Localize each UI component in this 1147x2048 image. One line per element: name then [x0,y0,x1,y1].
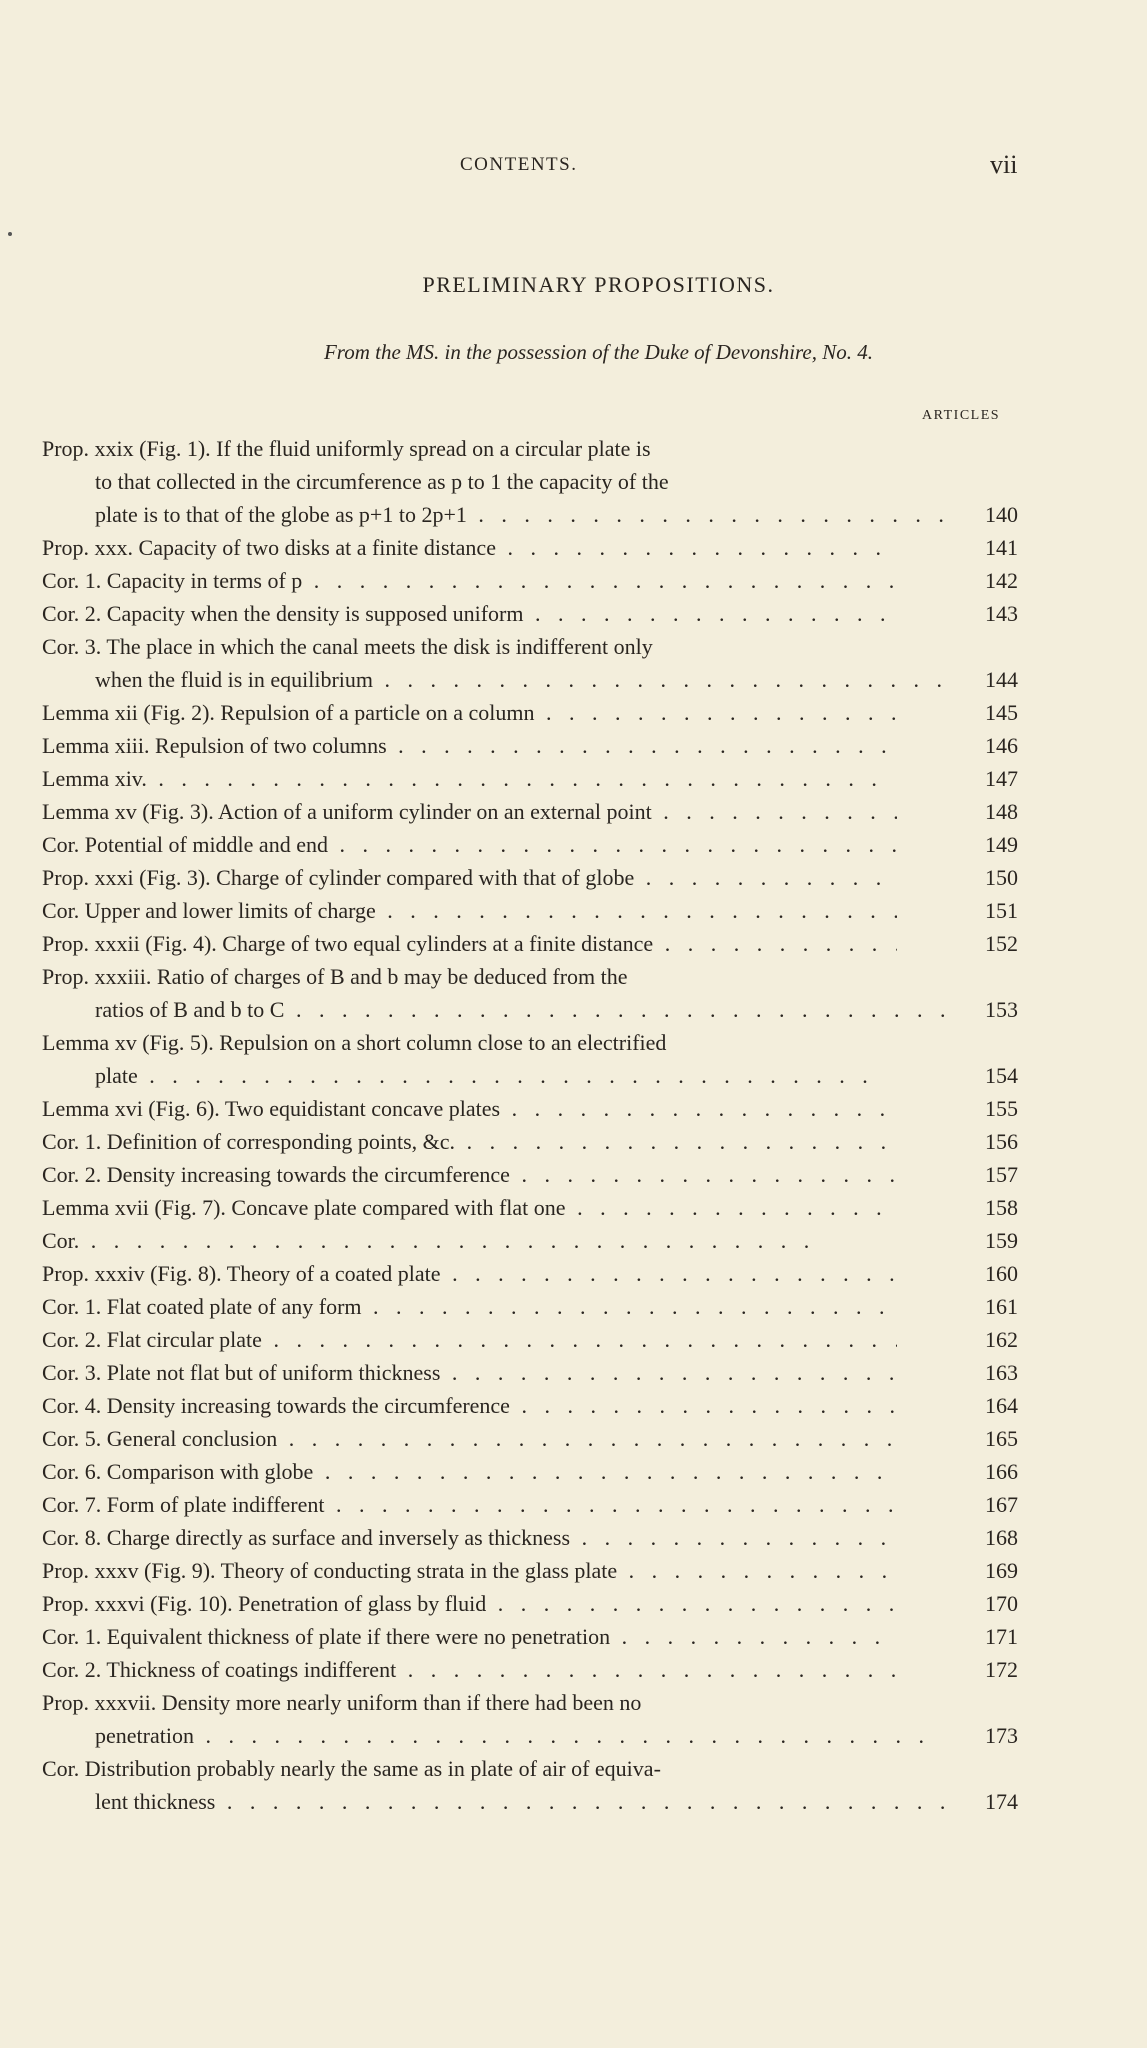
toc-entry [0,1653,1147,1686]
toc-entry [0,597,1147,630]
toc-entry-text: Cor. 8. Charge directly as surface and inversely as thickness . . [42,1521,897,1554]
article-number: 159 [985,1228,1018,1253]
toc-entry-text: Cor. 4. Density increasing towards the circumference . . [42,1389,897,1422]
article-number: 147 [985,766,1018,791]
article-number: 156 [985,1129,1018,1154]
toc-entry-text: Cor. 2. Density increasing towards the circumference . . [42,1158,897,1191]
articles-column-header: ARTICLES [922,408,1001,423]
toc-entry-line [0,927,1147,960]
table-of-contents [0,432,1147,1818]
toc-entry-text: Prop. xxx. Capacity of two disks at a finite distance . . [42,531,897,564]
toc-entry-line [0,1422,1147,1455]
article-number: 166 [985,1459,1018,1484]
toc-entry-line [0,1290,1147,1323]
toc-entry-text: Cor. 3. The place in which the canal meets the disk is indifferent only [42,634,653,659]
article-number: 163 [985,1360,1018,1385]
toc-entry-text: Cor. Upper and lower limits of charge . . [42,894,897,927]
toc-entry [0,1158,1147,1191]
toc-entry-line [0,960,1147,993]
toc-entry-line [0,1587,1147,1620]
toc-entry-line [0,1026,1147,1059]
article-number: 141 [985,535,1018,560]
toc-entry [0,630,1147,696]
article-number: 153 [985,997,1018,1022]
toc-entry-line [0,1257,1147,1290]
article-number: 170 [985,1591,1018,1616]
toc-entry-text: Lemma xiii. Repulsion of two columns . . [42,729,897,762]
toc-entry-text: Lemma xvii (Fig. 7). Concave plate compared with flat one . . [42,1191,897,1224]
toc-entry-text: Cor. 7. Form of plate indifferent . . [42,1488,897,1521]
toc-entry [0,1290,1147,1323]
toc-entry-text: Cor. Distribution probably nearly the same as in plate of air of equiva- [42,1756,661,1781]
toc-entry-line [0,1686,1147,1719]
toc-entry-text: ratios of B and b to C . . [95,993,950,1026]
toc-entry-text: Cor. 6. Comparison with globe . . [42,1455,897,1488]
toc-entry-continuation [0,1059,1147,1092]
toc-entry-continuation [0,1719,1147,1752]
page-number: vii [990,150,1018,179]
toc-entry [0,564,1147,597]
toc-entry [0,927,1147,960]
toc-entry-text: Cor. 2. Flat circular plate . . [42,1323,897,1356]
toc-entry-text: Lemma xvi (Fig. 6). Two equidistant concave plates . . [42,1092,897,1125]
toc-entry-text: Cor. 1. Flat coated plate of any form . . [42,1290,897,1323]
toc-entry-line [0,432,1147,465]
article-number: 160 [985,1261,1018,1286]
toc-entry-line [0,1554,1147,1587]
article-number: 172 [985,1657,1018,1682]
toc-entry [0,1752,1147,1818]
article-number: 161 [985,1294,1018,1319]
toc-entry-line [0,1158,1147,1191]
toc-entry [0,1620,1147,1653]
toc-entry [0,1587,1147,1620]
toc-entry [0,1125,1147,1158]
toc-entry-continuation [0,663,1147,696]
toc-entry-continuation [0,993,1147,1026]
article-number: 145 [985,700,1018,725]
toc-entry-text: Prop. xxix (Fig. 1). If the fluid uniformly spread on a circular plate is [42,436,651,461]
toc-entry-line [0,696,1147,729]
toc-entry-line [0,1356,1147,1389]
toc-entry [0,1455,1147,1488]
article-number: 155 [985,1096,1018,1121]
toc-entry-continuation [0,465,1147,498]
toc-entry [0,531,1147,564]
source-note: From the MS. in the possession of the Duke of Devonshire, No. 4. [323,340,874,364]
toc-entry [0,729,1147,762]
article-number: 140 [985,502,1018,527]
toc-entry [0,1389,1147,1422]
toc-entry [0,960,1147,1026]
toc-entry-line [0,1488,1147,1521]
article-number: 144 [985,667,1018,692]
article-number: 146 [985,733,1018,758]
article-number: 143 [985,601,1018,626]
toc-entry-line [0,1752,1147,1785]
toc-entry-text: when the fluid is in equilibrium . . [95,663,950,696]
toc-entry-text: Cor. 1. Definition of corresponding points, &c. . . [42,1125,897,1158]
toc-entry-text: Prop. xxxvi (Fig. 10). Penetration of glass by fluid . . [42,1587,897,1620]
stray-ink-mark [8,232,12,236]
article-number: 158 [985,1195,1018,1220]
toc-entry [0,795,1147,828]
article-number: 157 [985,1162,1018,1187]
toc-entry-text: Lemma xv (Fig. 5). Repulsion on a short column close to an electrified [42,1030,667,1055]
section-title: PRELIMINARY PROPOSITIONS. [422,272,775,297]
toc-entry-line [0,1092,1147,1125]
toc-entry [0,828,1147,861]
toc-entry-line [0,795,1147,828]
toc-entry-line [0,1323,1147,1356]
running-head [0,150,1147,184]
toc-entry-text: penetration . . [95,1719,950,1752]
article-number: 167 [985,1492,1018,1517]
toc-entry-line [0,564,1147,597]
toc-entry-text: Cor. 1. Equivalent thickness of plate if there were no penetration . . [42,1620,897,1653]
toc-entry-text: Cor. 1. Capacity in terms of p . . [42,564,897,597]
toc-entry-line [0,1224,1147,1257]
toc-entry-line [0,861,1147,894]
article-number: 154 [985,1063,1018,1088]
toc-entry-line [0,894,1147,927]
article-number: 162 [985,1327,1018,1352]
toc-entry-text: Lemma xii (Fig. 2). Repulsion of a particle on a column . . [42,696,897,729]
toc-entry [0,1554,1147,1587]
toc-entry-text: plate . . [95,1059,950,1092]
article-number: 152 [985,931,1018,956]
article-number: 150 [985,865,1018,890]
toc-entry-line [0,1521,1147,1554]
toc-entry-line [0,1389,1147,1422]
toc-entry [0,1257,1147,1290]
article-number: 169 [985,1558,1018,1583]
toc-entry [0,1224,1147,1257]
toc-entry [0,1092,1147,1125]
toc-entry-line [0,1191,1147,1224]
toc-entry-text: Cor. . . [42,1224,897,1257]
toc-entry-line [0,762,1147,795]
toc-entry-text: Prop. xxxi (Fig. 3). Charge of cylinder compared with that of globe . . [42,861,897,894]
toc-entry [0,1488,1147,1521]
toc-entry-line [0,828,1147,861]
toc-entry-text: Prop. xxxv (Fig. 9). Theory of conducting strata in the glass plate . . [42,1554,897,1587]
toc-entry-line [0,1653,1147,1686]
toc-entry-line [0,531,1147,564]
toc-entry-text: Prop. xxxiv (Fig. 8). Theory of a coated plate . . [42,1257,897,1290]
running-title: CONTENTS. [460,154,578,175]
toc-entry [0,1521,1147,1554]
toc-entry [0,861,1147,894]
article-number: 142 [985,568,1018,593]
toc-entry-text: Cor. 2. Capacity when the density is supposed uniform . . [42,597,897,630]
toc-entry [0,894,1147,927]
toc-entry-text: Cor. 5. General conclusion . . [42,1422,897,1455]
article-number: 174 [985,1789,1018,1814]
article-number: 149 [985,832,1018,857]
toc-entry-continuation [0,498,1147,531]
toc-entry-text: Cor. 2. Thickness of coatings indifferent . . [42,1653,897,1686]
toc-entry [0,1686,1147,1752]
toc-entry-continuation [0,1785,1147,1818]
toc-entry-text: Prop. xxxvii. Density more nearly uniform than if there had been no [42,1690,642,1715]
toc-entry-text: to that collected in the circumference as p to 1 the capacity of the [95,469,669,494]
article-number: 173 [985,1723,1018,1748]
toc-entry-line [0,1455,1147,1488]
article-number: 164 [985,1393,1018,1418]
toc-entry-line [0,630,1147,663]
article-number: 151 [985,898,1018,923]
toc-entry-text: Prop. xxxiii. Ratio of charges of B and b may be deduced from the [42,964,628,989]
toc-entry [0,696,1147,729]
toc-entry-text: Cor. Potential of middle and end . . [42,828,897,861]
toc-entry-text: Cor. 3. Plate not flat but of uniform thickness . . [42,1356,897,1389]
toc-entry-line [0,1125,1147,1158]
toc-entry [0,1323,1147,1356]
toc-entry [0,1422,1147,1455]
toc-entry-text: Prop. xxxii (Fig. 4). Charge of two equal cylinders at a finite distance . . [42,927,897,960]
toc-entry-line [0,597,1147,630]
article-number: 148 [985,799,1018,824]
toc-entry [0,1026,1147,1092]
toc-entry-text: lent thickness . . [95,1785,950,1818]
toc-entry-text: Lemma xv (Fig. 3). Action of a uniform cylinder on an external point . . [42,795,897,828]
toc-entry-text: plate is to that of the globe as p+1 to 2p+1 . . [95,498,950,531]
toc-entry-line [0,1620,1147,1653]
toc-entry [0,432,1147,531]
article-number: 168 [985,1525,1018,1550]
toc-entry [0,1191,1147,1224]
toc-entry [0,1356,1147,1389]
toc-entry [0,762,1147,795]
article-number: 171 [985,1624,1018,1649]
article-number: 165 [985,1426,1018,1451]
toc-entry-text: Lemma xiv. . . [42,762,897,795]
toc-entry-line [0,729,1147,762]
